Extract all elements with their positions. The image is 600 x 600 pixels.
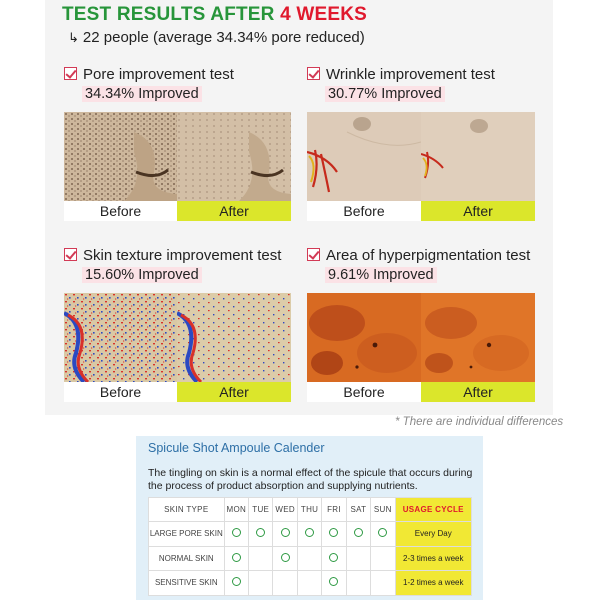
pore-before-label: Before (64, 201, 177, 221)
circle-mark-icon (329, 577, 338, 586)
texture-after-label: After (177, 382, 291, 402)
circle-mark-icon (281, 553, 290, 562)
usage-cycle-cell: 1-2 times a week (395, 571, 472, 596)
test-pigmentation-heading: Area of hyperpigmentation test (307, 247, 530, 264)
day-cell (273, 571, 297, 596)
day-cell (249, 522, 273, 547)
circle-mark-icon (329, 553, 338, 562)
header-fri: FRI (322, 498, 346, 522)
test-pigmentation-result: 9.61% Improved (325, 267, 437, 283)
day-cell (346, 522, 370, 547)
header-wed: WED (273, 498, 297, 522)
test-texture-heading: Skin texture improvement test (64, 247, 281, 264)
page-title: TEST RESULTS AFTER 4 WEEKS (62, 4, 368, 25)
header-mon: MON (224, 498, 248, 522)
circle-mark-icon (256, 528, 265, 537)
day-cell (224, 571, 248, 596)
pore-before-photo (64, 112, 177, 201)
day-cell (346, 571, 370, 596)
wrinkle-after-label: After (421, 201, 535, 221)
day-cell (273, 546, 297, 571)
table-row (149, 522, 472, 547)
circle-mark-icon (232, 577, 241, 586)
pigmentation-after-photo (421, 293, 535, 382)
circle-mark-icon (305, 528, 314, 537)
day-cell (249, 571, 273, 596)
pore-after-label: After (177, 201, 291, 221)
checkbox-icon (307, 248, 320, 261)
circle-mark-icon (354, 528, 363, 537)
pigmentation-before-photo (307, 293, 421, 382)
day-cell (322, 571, 346, 596)
usage-calendar-table (148, 497, 472, 596)
pigmentation-after-label: After (421, 382, 535, 402)
day-cell (297, 571, 321, 596)
day-cell (249, 546, 273, 571)
day-cell (371, 546, 395, 571)
day-cell (322, 546, 346, 571)
skin-type-cell: SENSITIVE SKIN (149, 571, 225, 596)
table-header-row (149, 498, 472, 522)
pore-after-photo (177, 112, 291, 201)
header-usage-cycle: USAGE CYCLE (395, 498, 472, 522)
day-cell (297, 546, 321, 571)
circle-mark-icon (232, 553, 241, 562)
checkbox-icon (64, 248, 77, 261)
circle-mark-icon (232, 528, 241, 537)
day-cell (224, 522, 248, 547)
title-highlight: 4 WEEKS (280, 4, 368, 25)
wrinkle-after-photo (421, 112, 535, 201)
day-cell (297, 522, 321, 547)
disclaimer-note: * There are individual differences (395, 416, 564, 428)
day-cell (346, 546, 370, 571)
wrinkle-before-label: Before (307, 201, 421, 221)
header-sun: SUN (371, 498, 395, 522)
pigmentation-before-label: Before (307, 382, 421, 402)
wrinkle-before-photo (307, 112, 421, 201)
texture-before-photo (64, 293, 177, 382)
table-row (149, 571, 472, 596)
test-wrinkle-heading: Wrinkle improvement test (307, 66, 495, 83)
day-cell (224, 546, 248, 571)
table-row (149, 546, 472, 571)
return-arrow-icon: ↳ (68, 31, 79, 46)
test-pore-heading: Pore improvement test (64, 66, 234, 83)
skin-type-cell: NORMAL SKIN (149, 546, 225, 571)
day-cell (273, 522, 297, 547)
test-texture-result: 15.60% Improved (82, 267, 202, 283)
page-subtitle: ↳ 22 people (average 34.34% pore reduced) (68, 29, 365, 46)
circle-mark-icon (378, 528, 387, 537)
circle-mark-icon (329, 528, 338, 537)
texture-before-label: Before (64, 382, 177, 402)
header-skin-type: SKIN TYPE (149, 498, 225, 522)
header-sat: SAT (346, 498, 370, 522)
checkbox-icon (64, 67, 77, 80)
header-tue: TUE (249, 498, 273, 522)
calendar-title: Spicule Shot Ampoule Calender (148, 441, 325, 455)
calendar-description: The tingling on skin is a normal effect of the spicule that occurs during the process of product absorption and supplying nutrients. (148, 467, 473, 492)
test-pore-result: 34.34% Improved (82, 86, 202, 102)
day-cell (322, 522, 346, 547)
usage-cycle-cell: Every Day (395, 522, 472, 547)
usage-cycle-cell: 2-3 times a week (395, 546, 472, 571)
skin-type-cell: LARGE PORE SKIN (149, 522, 225, 547)
circle-mark-icon (281, 528, 290, 537)
test-wrinkle-result: 30.77% Improved (325, 86, 445, 102)
day-cell (371, 522, 395, 547)
day-cell (371, 571, 395, 596)
checkbox-icon (307, 67, 320, 80)
texture-after-photo (177, 293, 291, 382)
header-thu: THU (297, 498, 321, 522)
